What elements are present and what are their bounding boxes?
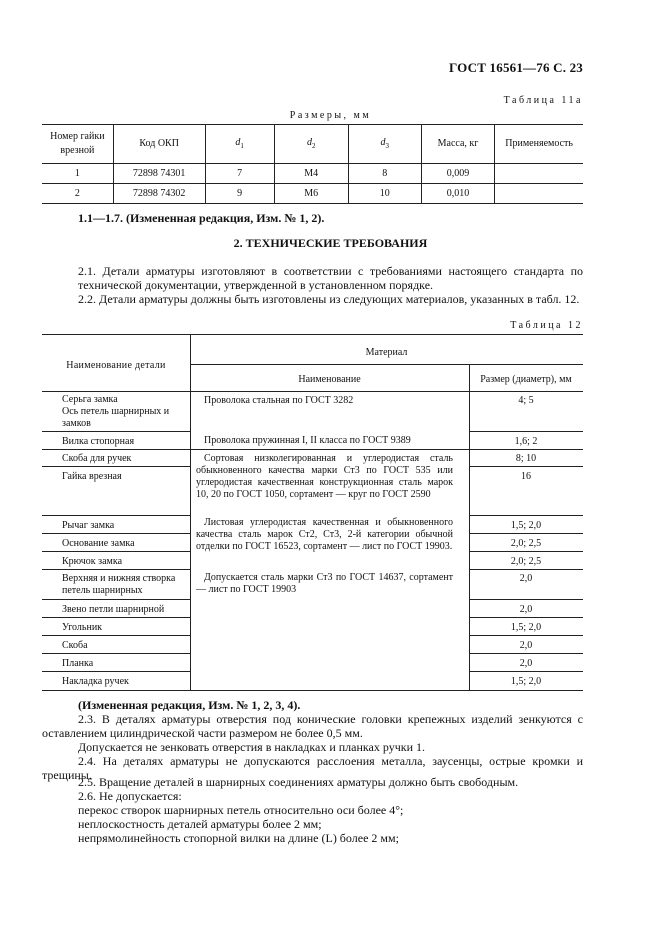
cell: 0,010 [421, 184, 495, 204]
table-12-caption: Таблица 12 [510, 320, 583, 331]
detail-size: 2,0 [519, 640, 533, 651]
head-size: Размер (диаметр), мм [480, 374, 572, 385]
col-header: $d_2$ [274, 125, 348, 164]
detail-name: Скоба [62, 640, 88, 651]
detail-size: 2,0; 2,5 [510, 538, 542, 549]
detail-name: Накладка ручек [62, 676, 129, 687]
paragraph-2-3b: Допускается не зенковать отверстия в накладках и планках ручки 1. [78, 740, 426, 754]
col-header: Номер гайки врезной [42, 125, 113, 164]
detail-size: 4; 5 [518, 395, 534, 406]
head-mat-name: Наименование [298, 374, 361, 385]
detail-name: Звено петли шарнирной [62, 604, 165, 615]
list-item: перекос створок шарнирных петель относительно оси более 4°; [78, 803, 404, 817]
amendment-note-2: (Измененная редакция, Изм. № 1, 2, 3, 4). [78, 698, 301, 712]
col-header: Масса, кг [421, 125, 495, 164]
cell: 9 [205, 184, 274, 204]
material-1: Проволока стальная по ГОСТ 3282 [204, 395, 354, 406]
cell: 72898 74301 [113, 164, 205, 184]
cell: 8 [348, 164, 421, 184]
list-item: непрямолинейность стопорной вилки на длине (L) более 2 мм; [78, 831, 399, 845]
amendment-note-1: 1.1—1.7. (Измененная редакция, Изм. № 1, 2). [78, 211, 325, 225]
col-header: $d_1$ [205, 125, 274, 164]
table-header-row [42, 125, 583, 164]
table-11a-subtitle: Размеры, мм [289, 110, 372, 121]
material-4: Листовая углеродистая качественная и обыкновенного качества сталь марок Ст2, Ст3, 2-й категории обычной отделки по ГОСТ 16523, сортамент — лист по ГОСТ 19903. [196, 517, 453, 552]
cell: M6 [274, 184, 348, 204]
table-row [42, 184, 583, 204]
cell: 0,009 [421, 164, 495, 184]
detail-name: Планка [62, 658, 94, 669]
table-12 [42, 334, 583, 691]
detail-name: Основание замка [62, 538, 135, 549]
cell: 10 [348, 184, 421, 204]
detail-size: 1,5; 2,0 [510, 622, 542, 633]
paragraph-2-3: 2.3. В деталях арматуры отверстия под конические головки крепежных изделий зенкуются с оставлением цилиндрической части размером не более 0,5 мм. [42, 712, 583, 740]
paragraph-2-6: 2.6. Не допускается: [78, 789, 182, 803]
detail-name: Рычаг замка [62, 520, 115, 531]
material-5: Допускается сталь марки Ст3 по ГОСТ 14637, сортамент — лист по ГОСТ 19903 [196, 572, 453, 595]
col-header: Применяемость [495, 125, 583, 164]
paragraph-2-5: 2.5. Вращение деталей в шарнирных соединениях арматуры должно быть свободным. [78, 775, 519, 789]
head-name: Наименование детали [66, 360, 166, 371]
head-material: Материал [365, 347, 408, 358]
page-header: ГОСТ 16561—76 С. 23 [449, 60, 583, 75]
cell: 1 [42, 164, 113, 184]
paragraph-2-2: 2.2. Детали арматуры должны быть изготовлены из следующих материалов, указанных в табл. 12. [78, 292, 580, 306]
detail-size: 1,6; 2 [514, 436, 538, 447]
detail-size: 2,0; 2,5 [510, 556, 542, 567]
table-11a-caption: Таблица 11а [503, 95, 583, 106]
paragraph-2-1: 2.1. Детали арматуры изготовляют в соответствии с требованиями настоящего стандарта по технической документации, утвержденной в установленном порядке. [78, 264, 583, 292]
detail-name: Скоба для ручек [62, 453, 132, 464]
table-11a [42, 124, 583, 204]
detail-size: 2,0 [519, 658, 533, 669]
table-row [42, 164, 583, 184]
detail-size: 1,5; 2,0 [510, 676, 542, 687]
detail-name: Ось петель шарнирных и замков [62, 406, 170, 429]
cell [495, 184, 583, 204]
cell: 2 [74, 188, 80, 199]
cell: 7 [205, 164, 274, 184]
paragraph-2-4: 2.4. На деталях арматуры не допускаются расслоения металла, заусенцы, острые кромки и трещины. [42, 754, 583, 782]
detail-name: Серьга замка [62, 394, 118, 405]
detail-size: 1,5; 2,0 [510, 520, 542, 531]
detail-name: Угольник [62, 622, 103, 633]
detail-name: Вилка стопорная [62, 436, 135, 447]
cell [495, 164, 583, 184]
material-2: Проволока пружинная I, II класса по ГОСТ 9389 [204, 435, 411, 446]
detail-size: 2,0 [519, 573, 533, 584]
cell: M4 [274, 164, 348, 184]
detail-name: Верхняя и нижняя створка петель шарнирных [62, 573, 176, 596]
detail-name: Гайка врезная [62, 471, 122, 482]
detail-size: 8; 10 [515, 453, 537, 464]
detail-size: 16 [521, 471, 531, 482]
section-title: 2. ТЕХНИЧЕСКИЕ ТРЕБОВАНИЯ [233, 236, 428, 250]
col-header: $d_3$ [348, 125, 421, 164]
material-3: Сортовая низколегированная и углеродистая сталь обыкновенного качества марки Ст3 по ГОСТ 535 или углеродистая качественная конструкционная сталь марок 10, 20 по ГОСТ 1050, сортамент — круг по ГОСТ 2590 [196, 453, 453, 500]
col-header: Код ОКП [113, 125, 205, 164]
cell: 72898 74302 [113, 184, 205, 204]
detail-name: Крючок замка [62, 556, 123, 567]
list-item: неплоскостность деталей арматуры более 2 мм; [78, 817, 322, 831]
detail-size: 2,0 [519, 604, 533, 615]
